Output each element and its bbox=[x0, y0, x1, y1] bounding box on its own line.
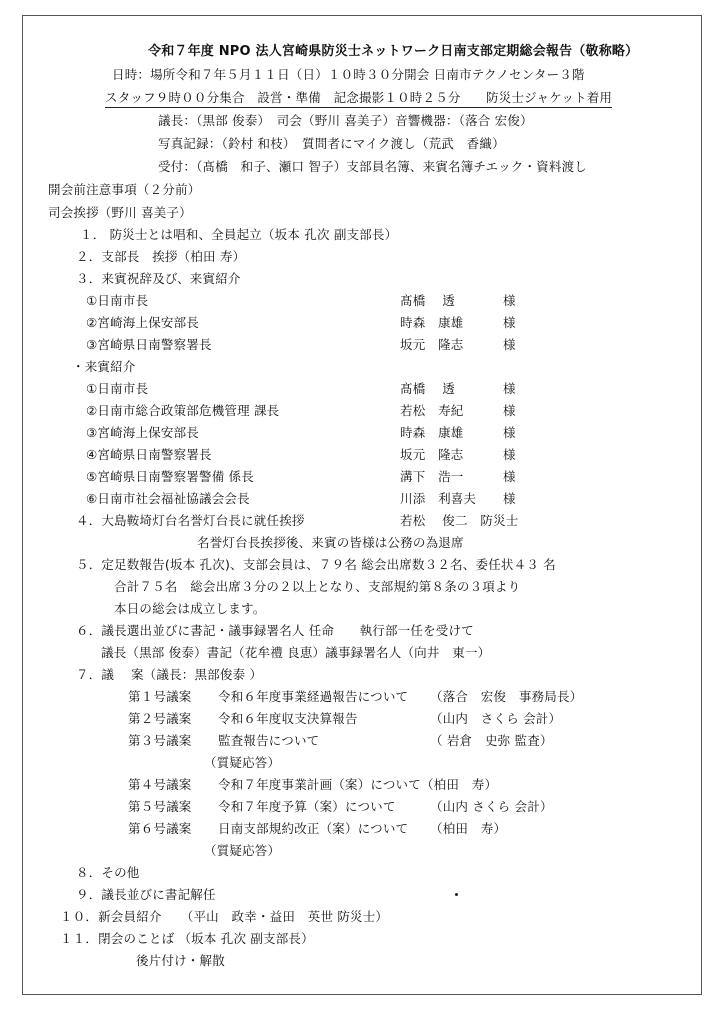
cleanup-line: 後片付け・解散 bbox=[136, 953, 225, 968]
roles-line: 議長：（黒部 俊泰） 司会（野川 喜美子）音響機器：（落合 宏俊） bbox=[158, 113, 533, 128]
guest-intro-heading: ・来賓紹介 bbox=[72, 359, 136, 374]
guest-org: ②日南市総合政策部危機管理 課長 bbox=[86, 403, 280, 418]
document-title: 令和７年度 NPO 法人宮崎県防災士ネットワーク日南支部定期総会報告（敬称略） bbox=[148, 44, 639, 59]
agenda-title: 監査報告について bbox=[218, 733, 320, 748]
guest-org: ③宮崎県日南警察署長 bbox=[86, 337, 212, 352]
reception-line: 受付：（髙橋 和子、瀬口 智子）支部員名簿、来賓名簿チエック・資料渡し bbox=[158, 159, 587, 174]
item-8: ８．その他 bbox=[76, 865, 140, 880]
agenda-presenter: （ 岩倉 史弥 監査） bbox=[430, 733, 553, 748]
guest-name: 時森 康雄 bbox=[400, 425, 464, 440]
item-6-line2: 議長（黒部 俊泰）書記（花牟禮 良恵）議事録署名人（向井 東一） bbox=[101, 645, 491, 660]
guest-honorific: 様 bbox=[503, 469, 516, 484]
item-2: ２．支部長 挨拶（柏田 寿） bbox=[76, 249, 246, 264]
agenda-presenter: （山内 さくら 会計） bbox=[430, 799, 553, 814]
guest-honorific: 様 bbox=[503, 315, 516, 330]
item-11: １１．閉会のことば （坂本 孔次 副支部長） bbox=[60, 931, 314, 946]
guest-honorific: 様 bbox=[503, 293, 516, 308]
agenda-number: 第４号議案 bbox=[128, 777, 192, 792]
guest-name: 溝下 浩一 bbox=[400, 469, 464, 484]
guest-org: ③宮崎海上保安部長 bbox=[86, 425, 200, 440]
qa-session: （質疑応答） bbox=[204, 755, 281, 770]
mc-greeting: 司会挨拶（野川 喜美子） bbox=[48, 205, 192, 220]
guest-name: 若松 寿紀 bbox=[400, 403, 464, 418]
guest-org: ①日南市長 bbox=[86, 381, 149, 396]
agenda-number: 第３号議案 bbox=[128, 733, 192, 748]
guest-name: 坂元 隆志 bbox=[400, 337, 464, 352]
agenda-presenter: （落合 宏俊 事務局長） bbox=[430, 689, 583, 704]
agenda-title: 令和７年度予算（案）について bbox=[218, 799, 396, 814]
staff-line: スタッフ９時００分集合 設営・準備 記念撮影１０時２５分 防災士ジャケット着用 bbox=[105, 90, 612, 108]
item-5-line3: 本日の総会は成立します。 bbox=[114, 601, 266, 616]
item-10: １０．新会員紹介 （平山 政幸・益田 英世 防災士） bbox=[60, 909, 389, 924]
item-4-note: 名誉灯台長挨拶後、来賓の皆様は公務の為退席 bbox=[197, 535, 464, 550]
agenda-presenter: （山内 さくら 会計） bbox=[430, 711, 562, 726]
guest-honorific: 様 bbox=[503, 425, 516, 440]
guest-honorific: 様 bbox=[503, 403, 516, 418]
agenda-number: 第２号議案 bbox=[128, 711, 192, 726]
agenda-title: 令和６年度事業経過報告について bbox=[218, 689, 409, 704]
guest-name: 川添 利喜夫 bbox=[400, 491, 477, 506]
item-4: ４．大島鞍埼灯台名誉灯台長に就任挨拶 bbox=[76, 513, 305, 528]
agenda-presenter: （柏田 寿） bbox=[430, 821, 507, 836]
guest-org: ④宮崎県日南警察署長 bbox=[86, 447, 212, 462]
guest-org: ①日南市長 bbox=[86, 293, 149, 308]
guest-org: ②宮崎海上保安部長 bbox=[86, 315, 200, 330]
guest-org: ⑥日南市社会福祉協議会会長 bbox=[86, 491, 250, 506]
guest-name: 時森 康雄 bbox=[400, 315, 464, 330]
agenda-title: 令和７年度事業計画（案）について（柏田 寿） bbox=[218, 777, 498, 792]
guest-org: ⑤宮崎県日南警察署警備 係長 bbox=[86, 469, 254, 484]
agenda-number: 第１号議案 bbox=[128, 689, 192, 704]
guest-name: 坂元 隆志 bbox=[400, 447, 464, 462]
guest-name: 髙橋 透 bbox=[400, 293, 455, 308]
item-3: ３．来賓祝辞及び、来賓紹介 bbox=[76, 271, 241, 286]
agenda-title: 日南支部規約改正（案）について bbox=[218, 821, 409, 836]
pre-opening-caution: 開会前注意事項（２分前） bbox=[48, 182, 201, 197]
photo-line: 写真記録：（鈴村 和枝） 質問者にマイク渡し（荒武 香織） bbox=[158, 136, 505, 151]
item-7: ７．議 案（議長：黒部俊泰 ） bbox=[76, 667, 263, 682]
stray-dot bbox=[455, 893, 458, 896]
agenda-title: 令和６年度収支決算報告 bbox=[218, 711, 358, 726]
guest-honorific: 様 bbox=[503, 491, 516, 506]
item-1: １． 防災士とは唱和、全員起立（坂本 孔次 副支部長） bbox=[80, 227, 398, 242]
guest-honorific: 様 bbox=[503, 447, 516, 462]
datetime-line: 日時：場所令和７年５月１１日（日）１０時３０分開会 日南市テクノセンター３階 bbox=[112, 67, 585, 82]
guest-name: 髙橋 透 bbox=[400, 381, 455, 396]
guest-honorific: 様 bbox=[503, 337, 516, 352]
item-6-line1: ６．議長選出並びに書記・議事録署名人 任命 執行部一任を受けて bbox=[76, 623, 474, 638]
qa-session: （質疑応答） bbox=[204, 843, 281, 858]
item-4-name: 若松 俊二 防災士 bbox=[400, 513, 519, 528]
item-9: ９．議長並びに書記解任 bbox=[76, 887, 216, 902]
agenda-number: 第５号議案 bbox=[128, 799, 192, 814]
item-5-line2: 合計７５名 総会出席３分の２以上となり、支部規約第８条の３項より bbox=[114, 579, 521, 594]
agenda-number: 第６号議案 bbox=[128, 821, 192, 836]
item-5-line1: ５．定足数報告(坂本 孔次)、支部会員は、７９名 総会出席数３２名、委任状４３ 名 bbox=[76, 557, 556, 572]
guest-honorific: 様 bbox=[503, 381, 516, 396]
